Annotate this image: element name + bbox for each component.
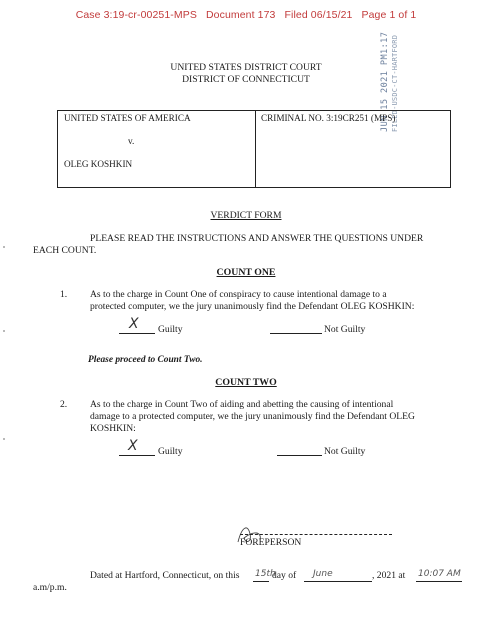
document-number: Document 173 <box>205 9 276 21</box>
ampm-suffix: a.m/p.m. <box>33 582 67 593</box>
proceed-instruction: Please proceed to Count Two. <box>88 355 203 365</box>
count-one-not-guilty-line <box>270 333 322 334</box>
dated-prefix: Dated at Hartford, Connecticut, on this <box>90 570 240 581</box>
form-title: VERDICT FORM <box>210 210 282 221</box>
count-one-not-guilty-label: Not Guilty <box>324 324 366 335</box>
signature-line <box>240 534 392 535</box>
count-one-number: 1. <box>60 289 68 300</box>
count-one-text-1: As to the charge in Count One of conspiracy to cause intentional damage to a <box>90 289 387 300</box>
court-line-2: DISTRICT OF CONNECTICUT <box>182 73 310 85</box>
count-two-guilty-line <box>119 455 155 456</box>
count-one-guilty-line <box>119 333 155 334</box>
page-indicator: Page 1 of 1 <box>361 9 417 21</box>
filed-date: Filed 06/15/21 <box>284 9 353 21</box>
time-line <box>416 581 462 582</box>
month-value: June <box>313 569 333 579</box>
count-one-guilty-label: Guilty <box>158 324 183 335</box>
count-two-guilty-mark: X <box>128 438 138 454</box>
case-number: Case 3:19-cr-00251-MPS <box>75 9 197 21</box>
stamp-line-2: FILED-USDC-CT-HARTFORD <box>391 34 399 132</box>
criminal-number: CRIMINAL NO. 3:19CR251 (MPS) <box>261 113 396 123</box>
plaintiff-name: UNITED STATES OF AMERICA <box>64 113 191 123</box>
time-value: 10:07 AM <box>418 569 461 579</box>
count-two-text-2: damage to a protected computer, we the jury unanimously find the Defendant OLEG <box>90 411 415 422</box>
filing-header <box>0 9 492 21</box>
court-line-1: UNITED STATES DISTRICT COURT <box>170 62 322 73</box>
case-caption-box <box>57 110 451 188</box>
count-two-not-guilty-label: Not Guilty <box>324 446 366 457</box>
count-two-number: 2. <box>60 399 68 410</box>
binding-mark <box>3 438 5 440</box>
day-line <box>253 581 269 582</box>
defendant-name: OLEG KOSHKIN <box>64 159 133 169</box>
count-two-guilty-label: Guilty <box>158 446 183 457</box>
year-text: , 2021 at <box>372 570 406 581</box>
count-two-not-guilty-line <box>277 455 322 456</box>
foreperson-label: FOREPERSON <box>240 537 302 548</box>
caption-divider <box>255 111 256 187</box>
count-one-guilty-mark: X <box>129 316 139 332</box>
count-two-text-1: As to the charge in Count Two of aiding and abetting the causing of intentional <box>90 399 394 410</box>
versus-label: v. <box>128 136 135 146</box>
instructions-line-1: PLEASE READ THE INSTRUCTIONS AND ANSWER THE QUESTIONS UNDER <box>90 233 424 244</box>
month-line <box>304 581 372 582</box>
count-one-heading: COUNT ONE <box>216 267 276 278</box>
court-name <box>0 62 492 85</box>
day-label: day of <box>272 570 297 581</box>
binding-mark <box>3 330 5 332</box>
count-two-text-3: KOSHKIN: <box>90 423 136 434</box>
binding-mark <box>3 246 5 248</box>
count-two-heading: COUNT TWO <box>215 377 277 388</box>
instructions-line-2: EACH COUNT. <box>33 245 97 256</box>
day-value: 15th <box>255 569 276 579</box>
stamp-line-1: JUN 15 2021 PM1:17 <box>380 31 390 132</box>
count-one-text-2: protected computer, we the jury unanimously find the Defendant OLEG KOSHKIN: <box>90 301 415 312</box>
